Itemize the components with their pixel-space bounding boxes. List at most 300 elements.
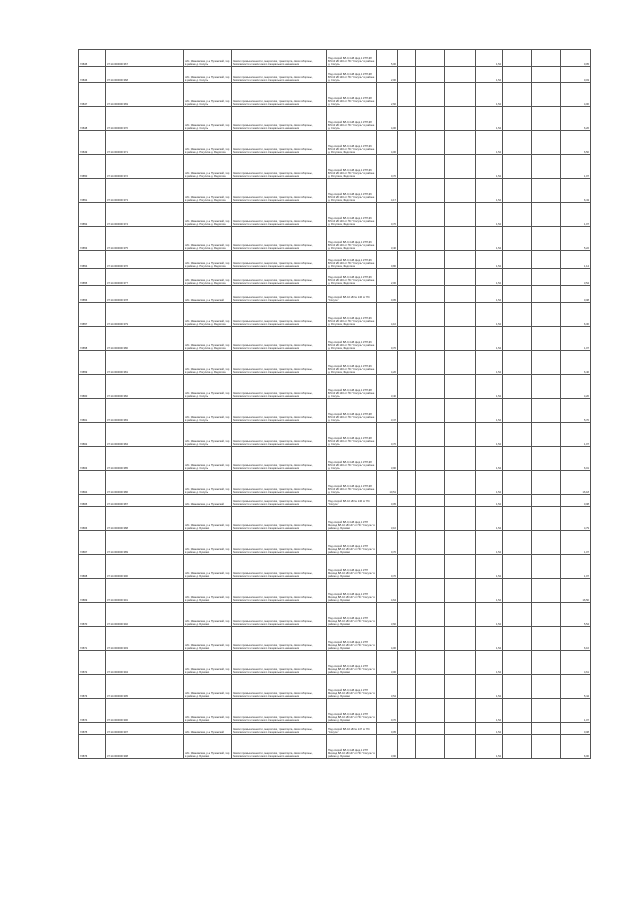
empty-cell [532,131,561,155]
permitted-use: Под опорой ВЛ-0,4 кВ фид.1 КТП-96 ВЛ-10 кВ 146 от ПС "Сосуль" в районе д. Рогулиха, Федотиха [327,251,377,269]
empty-cell [532,107,561,131]
empty-cell [503,227,532,251]
land-category: Земли промышленности, энергетики, транспорта, связи обороны, безопасности и земли иного специального назначения [232,131,327,155]
amount-value: 1,07 [561,203,591,227]
empty-cell [532,423,561,447]
empty-cell [398,735,416,759]
area-value: 4,64 [377,579,398,603]
rate-value: 1,54 [476,423,503,447]
empty-cell [503,507,532,531]
location: обл. Ивановская, р-н Пучежский, тер в районе д. Сосуль [184,83,232,107]
empty-cell [398,531,416,555]
location: обл. Ивановская, р-н Пучежский, тер в районе д. Рогулиха д. Федотиха [184,203,232,227]
location: обл. Ивановская, р-н Пучежский, тер в районе д. Бунково [184,627,232,651]
empty-cell [445,627,476,651]
area-value: 4,10 [377,303,398,327]
empty-cell [532,495,561,507]
empty-cell [416,531,445,555]
amount-value: 6,00 [561,735,591,759]
empty-cell [503,627,532,651]
permitted-use: Под опорой ВЛ-0,4 кВ фид.1 КТП-98 ВЛ-10 кВ 146 от ПС "Сосуль" в районе д. Сосуль [327,447,377,471]
land-category: Земли промышленности, энергетики, транспорта, связи обороны, безопасности и земли иного специального назначения [232,627,327,651]
row-number: 72868 [79,555,106,579]
empty-cell [398,83,416,107]
table-row [79,351,591,375]
empty-cell [503,723,532,735]
empty-cell [398,507,416,531]
table-row [79,507,591,531]
empty-cell [445,131,476,155]
permitted-use: Под опорой ВЛ-0,4 кВ фид.1 КТП-96 ВЛ-10 кВ 146 от ПС "Сосуль" в районе д. Рогулиха, Федотиха [327,179,377,203]
empty-cell [503,423,532,447]
land-category: Земли промышленности, энергетики, транспорта, связи обороны, безопасности и земли иного специального назначения [232,555,327,579]
empty-cell [416,699,445,723]
land-category: Земли промышленности, энергетики, транспорта, связи обороны, безопасности и земли иного специального назначения [232,351,327,375]
land-category: Земли промышленности, энергетики, транспорта, связи обороны, безопасности и земли иного специального назначения [232,179,327,203]
area-value: 3,40 [377,227,398,251]
empty-cell [503,651,532,675]
cadastral-number: 37:14:000000:392 [106,603,184,627]
land-category: Земли промышленности, энергетики, транспорта, связи обороны, безопасности и земли иного специального назначения [232,375,327,399]
cadastral-number: 37:14:000000:396 [106,699,184,723]
land-category: Земли промышленности, энергетики, транспорта, связи обороны, безопасности и земли иного специального назначения [232,399,327,423]
area-value: 3,54 [377,675,398,699]
permitted-use: Под опорой ВЛ-0,4 кВ фид.1 КТП-98 ВЛ-10 кВ 146 от ПС "Сосуль" в районе д. Сосуль [327,50,377,67]
empty-cell [416,269,445,286]
empty-cell [503,50,532,67]
row-number: 72866 [79,507,106,531]
location: обл. Ивановская, р-н Пучежский, тер в районе д. Сосуль [184,50,232,67]
table-row [79,471,591,495]
empty-cell [445,227,476,251]
cadastral-number: 37:14:000000:386 [106,471,184,495]
empty-cell [532,507,561,531]
table-row [79,227,591,251]
empty-cell [398,269,416,286]
rate-value: 1,54 [476,375,503,399]
land-category: Земли промышленности, энергетики, транспорта, связи обороны, безопасности и земли иного специального назначения [232,327,327,351]
cadastral-number: 37:14:000000:385 [106,447,184,471]
row-number: 72871 [79,627,106,651]
empty-cell [532,351,561,375]
empty-cell [398,675,416,699]
row-number: 72863 [79,447,106,471]
empty-cell [532,675,561,699]
cadastral-number: 37:14:000000:376 [106,251,184,269]
row-number: 72858 [79,327,106,351]
location: обл. Ивановская, р-н Пучежский, тер в районе д. Рогулиха д. Федотиха [184,179,232,203]
land-category: Земли промышленности, энергетики, транспорта, связи обороны, безопасности и земли иного специального назначения [232,603,327,627]
table-row [79,131,591,155]
land-category: Земли промышленности, энергетики, транспорта, связи обороны, безопасности и земли иного специального назначения [232,675,327,699]
rate-value: 1,54 [476,531,503,555]
location: обл. Ивановская, р-н Пучежский, тер в районе д. Рогулиха д. Федотиха [184,303,232,327]
cadastral-number: 37:14:000000:381 [106,351,184,375]
table-row [79,50,591,67]
area-value: 0,70 [377,555,398,579]
table-row [79,179,591,203]
empty-cell [398,327,416,351]
empty-cell [532,303,561,327]
empty-cell [532,447,561,471]
row-number: 72848 [79,107,106,131]
empty-cell [416,399,445,423]
table-row [79,286,591,303]
amount-value: 1,07 [561,699,591,723]
amount-value: 6,16 [561,627,591,651]
location: обл. Ивановская, р-н Пучежский [184,286,232,303]
area-value: 0,70 [377,699,398,723]
empty-cell [532,286,561,303]
permitted-use: Под опорой ВЛ-0,4 кВ фид.1 КТП-96 ВЛ-10 кВ 146 от ПС "Сосуль" в районе д. Рогулиха, Федотиха [327,203,377,227]
row-number: 72851 [79,179,106,203]
amount-value: 1,07 [561,155,591,179]
land-category: Земли промышленности, энергетики, транспорта, связи обороны, безопасности и земли иного специального назначения [232,227,327,251]
empty-cell [416,179,445,203]
area-value: 0,05 [377,495,398,507]
empty-cell [445,375,476,399]
table-row [79,423,591,447]
rate-value: 1,54 [476,555,503,579]
row-number: 72846 [79,67,106,83]
area-value: 3,00 [377,651,398,675]
land-category: Земли промышленности, энергетики, транспорта, связи обороны, безопасности и земли иного специального назначения [232,107,327,131]
permitted-use: Под опорой ВЛ-0,4 кВ фид.1 КТП Мехсад ВЛ-10 кВ 147 от ПС "Сосуль" в районе д. Бунково [327,627,377,651]
empty-cell [416,251,445,269]
empty-cell [416,131,445,155]
rate-value: 1,54 [476,507,503,531]
location: обл. Ивановская, р-н Пучежский, тер в районе д. Рогулиха д. Федотиха [184,327,232,351]
empty-cell [503,327,532,351]
empty-cell [398,227,416,251]
table-row [79,327,591,351]
rate-value: 1,54 [476,627,503,651]
empty-cell [398,627,416,651]
empty-cell [445,675,476,699]
area-value: 4,17 [377,179,398,203]
rate-value: 1,54 [476,723,503,735]
empty-cell [503,675,532,699]
row-number: 72875 [79,723,106,735]
empty-cell [416,723,445,735]
location: обл. Ивановская, р-н Пучежский, тер в районе д. Бунково [184,531,232,555]
empty-cell [416,555,445,579]
location: обл. Ивановская, р-н Пучежский, тер в районе д. Рогулиха д. Федотиха [184,155,232,179]
amount-value: 1,14 [561,251,591,269]
empty-cell [503,155,532,179]
location: обл. Ивановская, р-н Пучежский, тер в районе д. Бунково [184,675,232,699]
amount-value: 4,61 [561,651,591,675]
amount-value: 3,54 [561,269,591,286]
location: обл. Ивановская, р-н Пучежский, тер в районе д. Сосуль [184,471,232,495]
land-category: Земли промышленности, энергетики, транспорта, связи обороны, безопасности и земли иного специального назначения [232,155,327,179]
empty-cell [532,327,561,351]
location: обл. Ивановская, р-н Пучежский, тер в районе д. Рогулиха д. Федотиха [184,251,232,269]
empty-cell [398,351,416,375]
empty-cell [416,107,445,131]
empty-cell [532,50,561,67]
empty-cell [503,351,532,375]
empty-cell [445,723,476,735]
land-category: Земли промышленности, энергетики, транспорта, связи обороны, безопасности и земли иного специального назначения [232,83,327,107]
empty-cell [398,579,416,603]
cadastral-number: 37:14:000000:388 [106,507,184,531]
area-value: 4,20 [377,351,398,375]
permitted-use: Под опорой ВЛ-0,4 кВ фид.1 КТП Мехсад ВЛ-10 кВ 147 от ПС "Сосуль" в районе д. Бунково [327,699,377,723]
permitted-use: Под опорой ВЛ-0,4 кВ фид.1 КТП-96 ВЛ-10 кВ 146 от ПС "Сосуль" в районе д. Рогулиха, Федотиха [327,131,377,155]
rate-value: 1,54 [476,327,503,351]
permitted-use: Под опорой ВЛ-10 кВ № 147 от ПС "Сосуль" [327,723,377,735]
table-row [79,155,591,179]
area-value: 0,70 [377,327,398,351]
empty-cell [445,471,476,495]
empty-cell [532,83,561,107]
permitted-use: Под опорой ВЛ-0,4 кВ фид.1 КТП-98 ВЛ-10 кВ 146 от ПС "Сосуль" в районе д. Сосуль [327,399,377,423]
empty-cell [503,107,532,131]
location: обл. Ивановская, р-н Пучежский, тер в районе д. Сосуль [184,399,232,423]
empty-cell [503,471,532,495]
empty-cell [416,507,445,531]
permitted-use: Под опорой ВЛ-0,4 кВ фид.1 КТП-98 ВЛ-10 кВ 146 от ПС "Сосуль" в районе д. Сосуль [327,375,377,399]
row-number: 72853 [79,227,106,251]
table-row [79,269,591,286]
empty-cell [416,303,445,327]
empty-cell [416,651,445,675]
empty-cell [445,735,476,759]
empty-cell [416,50,445,67]
cadastral-number: 37:14:000000:367 [106,50,184,67]
cadastral-number: 37:14:000000:384 [106,423,184,447]
cadastral-number: 37:14:000000:382 [106,375,184,399]
rate-value: 1,54 [476,399,503,423]
empty-cell [416,447,445,471]
row-number: 72867 [79,531,106,555]
amount-value: 0,05 [561,50,591,67]
rate-value: 1,54 [476,131,503,155]
empty-cell [398,555,416,579]
permitted-use: Под опорой ВЛ-0,4 кВ фид.1 КТП Мехсад ВЛ-10 кВ 147 от ПС "Сосуль" в районе д. Бунково [327,579,377,603]
amount-value: 0,03 [561,67,591,83]
empty-cell [398,423,416,447]
empty-cell [532,555,561,579]
rate-value: 1,54 [476,251,503,269]
row-number: 72852 [79,203,106,227]
empty-cell [445,603,476,627]
cadastral-number: 37:14:000000:378 [106,286,184,303]
empty-cell [445,303,476,327]
empty-cell [445,83,476,107]
permitted-use: Под опорой ВЛ-0,4 кВ фид.1 КТП-98 ВЛ-10 кВ 146 от ПС "Сосуль" в районе д. Сосуль [327,83,377,107]
land-category: Земли промышленности, энергетики, транспорта, связи обороны, безопасности и земли иного специального назначения [232,507,327,531]
empty-cell [532,627,561,651]
location: обл. Ивановская, р-н Пучежский, тер в районе д. Рогулиха д. Федотиха [184,351,232,375]
empty-cell [398,471,416,495]
empty-cell [398,447,416,471]
table-row [79,251,591,269]
empty-cell [398,131,416,155]
empty-cell [532,699,561,723]
amount-value: 5,70 [561,399,591,423]
area-value: 0,05 [377,286,398,303]
empty-cell [445,67,476,83]
area-value: 0,70 [377,531,398,555]
cadastral-number: 37:14:000000:372 [106,155,184,179]
amount-value: 6,46 [561,351,591,375]
table-row [79,107,591,131]
rate-value: 1,54 [476,286,503,303]
permitted-use: Под опорой ВЛ-0,4 кВ фид.1 КТП-96 ВЛ-10 кВ 146 от ПС "Сосуль" в районе д. Рогулиха, Федотиха [327,351,377,375]
row-number: 72855 [79,269,106,286]
cadastral-number: 37:14:000000:375 [106,227,184,251]
cadastral-number: 37:14:000000:380 [106,327,184,351]
empty-cell [398,286,416,303]
empty-cell [445,495,476,507]
empty-cell [503,735,532,759]
amount-value: 16,18 [561,471,591,495]
permitted-use: Под опорой ВЛ-0,4 кВ фид.1 КТП-96 ВЛ-10 кВ 146 от ПС "Сосуль" в районе д. Рогулиха, Федотиха [327,303,377,327]
empty-cell [445,107,476,131]
rate-value: 1,54 [476,303,503,327]
area-value: 0,70 [377,155,398,179]
row-number: 72873 [79,675,106,699]
empty-cell [416,227,445,251]
table-row [79,83,591,107]
amount-value: 6,43 [561,179,591,203]
rate-value: 1,54 [476,155,503,179]
empty-cell [503,303,532,327]
empty-cell [503,179,532,203]
empty-cell [445,447,476,471]
empty-cell [532,67,561,83]
land-category: Земли промышленности, энергетики, транспорта, связи обороны, безопасности и земли иного специального назначения [232,203,327,227]
empty-cell [445,531,476,555]
row-number: 72869 [79,579,106,603]
empty-cell [532,227,561,251]
cadastral-number: 37:14:000000:398 [106,735,184,759]
area-value: 2,00 [377,67,398,83]
amount-value: 6,50 [561,131,591,155]
row-number: 72862 [79,423,106,447]
empty-cell [532,735,561,759]
permitted-use: Под опорой ВЛ-0,4 кВ фид.1 КТП Мехсад ВЛ-10 кВ 147 от ПС "Сосуль" в районе д. Бунково [327,735,377,759]
area-value: 0,70 [377,423,398,447]
empty-cell [503,399,532,423]
rate-value: 1,54 [476,50,503,67]
table-row [79,651,591,675]
empty-cell [398,203,416,227]
rate-value: 1,54 [476,603,503,627]
empty-cell [445,423,476,447]
area-value: 4,00 [377,627,398,651]
amount-value: 1,07 [561,531,591,555]
empty-cell [532,155,561,179]
location: обл. Ивановская, р-н Пучежский, тер в районе д. Рогулиха д. Федотиха [184,227,232,251]
land-category: Земли промышленности, энергетики, транспорта, связи обороны, безопасности и земли иного специального назначения [232,269,327,286]
empty-cell [398,399,416,423]
cadastral-number: 37:14:000000:389 [106,531,184,555]
cadastral-number: 37:14:000000:395 [106,675,184,699]
area-value: 2,60 [377,83,398,107]
empty-cell [398,651,416,675]
permitted-use: Под опорой ВЛ-0,4 кВ фид.1 КТП-96 ВЛ-10 кВ 146 от ПС "Сосуль" в районе д. Рогулиха, Федотиха [327,227,377,251]
location: обл. Ивановская, р-н Пучежский [184,495,232,507]
cadastral-number: 37:14:000000:371 [106,131,184,155]
empty-cell [416,471,445,495]
empty-cell [503,579,532,603]
empty-cell [416,675,445,699]
empty-cell [445,286,476,303]
area-value: 4,00 [377,131,398,155]
location: обл. Ивановская, р-н Пучежский, тер в районе д. Бунково [184,555,232,579]
amount-value: 5,22 [561,227,591,251]
empty-cell [503,555,532,579]
empty-cell [398,50,416,67]
empty-cell [398,107,416,131]
row-number: 72847 [79,83,106,107]
permitted-use: Под опорой ВЛ-10 кВ № 146 от ПС "Сосуль" [327,286,377,303]
area-value: 0,80 [377,251,398,269]
empty-cell [398,303,416,327]
empty-cell [445,179,476,203]
empty-cell [503,447,532,471]
permitted-use: Под опорой ВЛ-0,4 кВ фид.1 КТП-96 ВЛ-10 кВ 146 от ПС "Сосуль" в районе д. Рогулиха, Федотиха [327,327,377,351]
empty-cell [416,627,445,651]
table-row [79,303,591,327]
row-number: 72854 [79,251,106,269]
empty-cell [416,495,445,507]
empty-cell [416,375,445,399]
table-row [79,579,591,603]
empty-cell [398,179,416,203]
empty-cell [503,375,532,399]
empty-cell [503,67,532,83]
location: обл. Ивановская, р-н Пучежский, тер в районе д. Бунково [184,735,232,759]
table-row [79,603,591,627]
amount-value: 16,50 [561,579,591,603]
location: обл. Ивановская, р-н Пучежский [184,723,232,735]
row-number: 72864 [79,471,106,495]
permitted-use: Под опорой ВЛ-0,4 кВ фид.1 КТП Мехсад ВЛ-10 кВ 147 от ПС "Сосуль" в районе д. Бунково [327,531,377,555]
land-category: Земли промышленности, энергетики, транспорта, связи обороны, безопасности и земли иного специального назначения [232,423,327,447]
amount-value: 6,30 [561,303,591,327]
cadastral-number: 37:14:000000:393 [106,627,184,651]
land-category: Земли промышленности, энергетики, транспорта, связи обороны, безопасности и земли иного специального назначения [232,251,327,269]
land-category: Земли промышленности, энергетики, транспорта, связи обороны, безопасности и земли иного специального назначения [232,651,327,675]
land-category: Земли промышленности, энергетики, транспорта, связи обороны, безопасности и земли иного специального назначения [232,495,327,507]
land-category: Земли промышленности, энергетики, транспорта, связи обороны, безопасности и земли иного специального назначения [232,579,327,603]
cadastral-number: 37:14:000000:369 [106,83,184,107]
location: обл. Ивановская, р-н Пучежский, тер в районе д. Сосуль [184,67,232,83]
area-value: 3,47 [377,399,398,423]
table-row [79,675,591,699]
rate-value: 1,54 [476,269,503,286]
rate-value: 1,54 [476,447,503,471]
table-row [79,627,591,651]
empty-cell [445,579,476,603]
empty-cell [416,67,445,83]
location: обл. Ивановская, р-н Пучежский, тер в районе д. Сосуль [184,375,232,399]
permitted-use: Под опорой ВЛ-0,4 кВ фид.1 КТП-98 ВЛ-10 кВ 146 от ПС "Сосуль" в районе д. Сосуль [327,423,377,447]
land-category: Земли промышленности, энергетики, транспорта, связи обороны, безопасности и земли иного специального назначения [232,67,327,83]
rate-value: 1,54 [476,699,503,723]
table-row [79,531,591,555]
area-value: 5,00 [377,50,398,67]
empty-cell [398,375,416,399]
area-value: 4,00 [377,107,398,131]
rate-value: 1,54 [476,675,503,699]
empty-cell [532,603,561,627]
land-category: Земли промышленности, энергетики, транспорта, связи обороны, безопасности и земли иного специального назначения [232,471,327,495]
